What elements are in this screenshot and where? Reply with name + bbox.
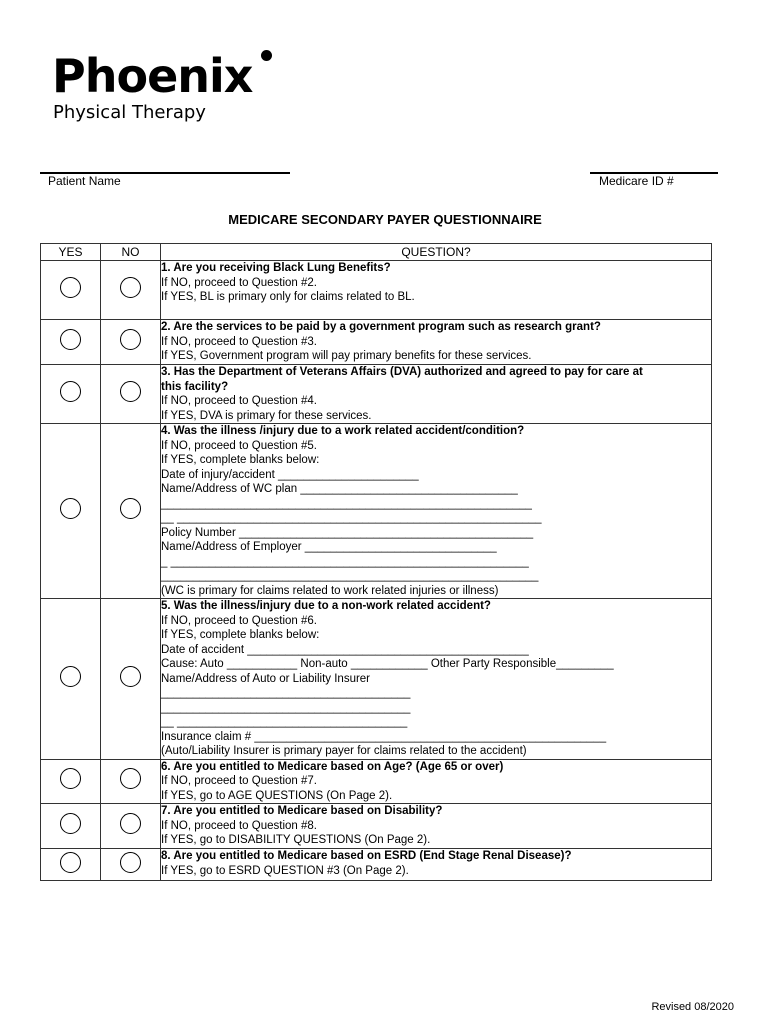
q5-blank-line[interactable]: _______________________________________ — [161, 687, 411, 699]
yes-cell — [41, 424, 101, 599]
q5-no-radio[interactable] — [120, 666, 141, 687]
no-cell — [101, 424, 161, 599]
logo-dot-icon — [261, 50, 272, 61]
q8-title: 8. Are you entitled to Medicare based on ESRD (End Stage Renal Disease)? — [161, 850, 572, 862]
no-cell — [101, 599, 161, 760]
q5-blank-line[interactable]: _______________________________________ — [161, 701, 411, 714]
yes-cell — [41, 849, 101, 881]
no-cell — [101, 804, 161, 849]
q2-yes-radio[interactable] — [60, 329, 81, 350]
q6-no-radio[interactable] — [120, 768, 141, 789]
yes-cell — [41, 599, 101, 760]
question-text-3 — [161, 365, 712, 424]
q4-line: If NO, proceed to Question #5. — [161, 439, 317, 452]
q5-note: (Auto/Liability Insurer is primary payer for claims related to the accident) — [161, 745, 527, 757]
question-row-6 — [41, 759, 712, 804]
yes-cell — [41, 804, 101, 849]
table-header-row — [41, 244, 712, 261]
question-text-2 — [161, 320, 712, 365]
q7-line: If NO, proceed to Question #8. — [161, 819, 317, 832]
q5-blank-line[interactable]: __ ____________________________________ — [161, 716, 408, 728]
q3-line: If YES, DVA is primary for these services. — [161, 409, 372, 422]
question-text-8 — [161, 849, 712, 881]
q4-note: (WC is primary for claims related to work related injuries or illness) — [161, 584, 499, 597]
yes-cell — [41, 759, 101, 804]
q5-insurer-label: Name/Address of Auto or Liability Insurer — [161, 672, 371, 685]
q5-line: If NO, proceed to Question #6. — [161, 614, 317, 627]
yes-cell — [41, 320, 101, 365]
yes-column-header: YES — [41, 244, 101, 261]
question-row-8 — [41, 849, 712, 881]
q7-no-radio[interactable] — [120, 813, 141, 834]
no-column-header: NO — [101, 244, 161, 261]
q4-blank-line[interactable]: ___________________________________________________________ — [161, 570, 539, 582]
no-cell — [101, 261, 161, 320]
q5-accident-date-field[interactable]: Date of accident ____________________________________________ — [161, 643, 529, 656]
q4-blank-line[interactable]: __ _________________________________________________________ — [161, 512, 542, 524]
question-row-4 — [41, 424, 712, 599]
question-text-6 — [161, 759, 712, 804]
q4-no-radio[interactable] — [120, 498, 141, 519]
q4-line: If YES, complete blanks below: — [161, 454, 320, 466]
q6-title: 6. Are you entitled to Medicare based on Age? (Age 65 or over) — [161, 760, 504, 773]
question-row-2 — [41, 320, 712, 365]
q1-no-radio[interactable] — [120, 277, 141, 298]
q8-line: If YES, go to ESRD QUESTION #3 (On Page 2). — [161, 864, 409, 877]
q1-line: If YES, BL is primary only for claims related to BL. — [161, 291, 415, 303]
q8-yes-radio[interactable] — [60, 852, 81, 873]
q1-title: 1. Are you receiving Black Lung Benefits? — [161, 262, 391, 274]
q6-yes-radio[interactable] — [60, 768, 81, 789]
q1-line: If NO, proceed to Question #2. — [161, 276, 317, 289]
q7-line: If YES, go to DISABILITY QUESTIONS (On Page 2). — [161, 834, 431, 846]
q6-line: If NO, proceed to Question #7. — [161, 775, 317, 787]
question-text-7 — [161, 804, 712, 849]
q4-policy-number-field[interactable]: Policy Number ______________________________________________ — [161, 526, 534, 539]
no-cell — [101, 759, 161, 804]
q5-claim-field[interactable]: Insurance claim # _______________________________________________________ — [161, 730, 607, 743]
question-text-5 — [161, 599, 712, 760]
q3-line: If NO, proceed to Question #4. — [161, 395, 317, 407]
yes-cell — [41, 261, 101, 320]
q4-yes-radio[interactable] — [60, 498, 81, 519]
revised-date: Revised 08/2020 — [651, 1001, 734, 1013]
q2-line: If NO, proceed to Question #3. — [161, 335, 317, 348]
questionnaire-title: MEDICARE SECONDARY PAYER QUESTIONNAIRE — [228, 212, 542, 227]
q5-line: If YES, complete blanks below: — [161, 629, 320, 641]
yes-cell — [41, 365, 101, 424]
medicare-id-label: Medicare ID # — [599, 174, 674, 188]
q3-yes-radio[interactable] — [60, 381, 81, 402]
q1-yes-radio[interactable] — [60, 277, 81, 298]
question-row-1 — [41, 261, 712, 320]
q6-line: If YES, go to AGE QUESTIONS (On Page 2). — [161, 789, 393, 802]
q8-no-radio[interactable] — [120, 852, 141, 873]
question-row-5 — [41, 599, 712, 760]
q7-yes-radio[interactable] — [60, 813, 81, 834]
no-cell — [101, 320, 161, 365]
q4-employer-field[interactable]: Name/Address of Employer ______________________________ — [161, 541, 497, 553]
logo-tagline: Physical Therapy — [53, 102, 206, 123]
q4-blank-line[interactable]: _ ________________________________________________________ — [161, 555, 529, 568]
question-row-7 — [41, 804, 712, 849]
q2-no-radio[interactable] — [120, 329, 141, 350]
q3-no-radio[interactable] — [120, 381, 141, 402]
questionnaire-table — [40, 243, 712, 881]
q5-yes-radio[interactable] — [60, 666, 81, 687]
q4-title: 4. Was the illness /injury due to a work related accident/condition? — [161, 425, 525, 437]
q2-title: 2. Are the services to be paid by a government program such as research grant? — [161, 321, 601, 333]
logo-wordmark: Phoenix — [52, 49, 253, 103]
question-column-header: QUESTION? — [161, 244, 712, 261]
no-cell — [101, 365, 161, 424]
q3-title-cont: this facility? — [161, 380, 229, 393]
q3-title: 3. Has the Department of Veterans Affairs (DVA) authorized and agreed to pay for care at — [161, 366, 643, 378]
question-text-4 — [161, 424, 712, 599]
q5-title: 5. Was the illness/injury due to a non-work related accident? — [161, 600, 491, 612]
no-cell — [101, 849, 161, 881]
q4-injury-date-field[interactable]: Date of injury/accident ______________________ — [161, 468, 419, 481]
q7-title: 7. Are you entitled to Medicare based on Disability? — [161, 805, 443, 817]
q2-line: If YES, Government program will pay primary benefits for these services. — [161, 350, 532, 362]
q4-wc-plan-field[interactable]: Name/Address of WC plan __________________________________ — [161, 483, 518, 495]
q5-cause-field[interactable]: Cause: Auto ___________ Non-auto ____________ Other Party Responsible_________ — [161, 658, 614, 670]
patient-name-label: Patient Name — [48, 174, 121, 188]
q4-blank-line[interactable]: __________________________________________________________ — [161, 497, 532, 510]
question-row-3 — [41, 365, 712, 424]
question-text-1 — [161, 261, 712, 320]
